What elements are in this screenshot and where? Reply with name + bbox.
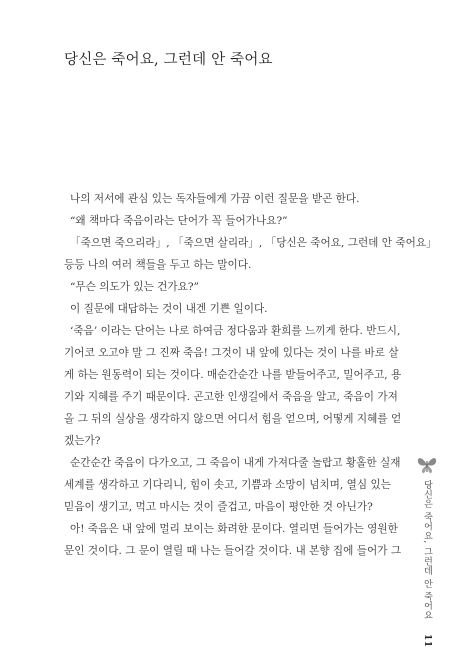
text-line: 이 질문에 대답하는 것이 내겐 기쁜 일이다. bbox=[70, 303, 268, 315]
page-number: 11 bbox=[422, 633, 432, 648]
text-line: 겠는가? bbox=[64, 435, 101, 447]
text-line: 등등 나의 여러 책들을 두고 하는 말이다. bbox=[64, 259, 252, 271]
butterfly-icon bbox=[416, 455, 438, 475]
text-line: 게 하는 원동력이 되는 것이다. 매순간순간 나를 받들어주고, 밀어주고, 용 bbox=[64, 369, 402, 381]
text-line: ‘죽음’ 이라는 단어는 나로 하여금 정다움과 환희를 느끼게 한다. 반드시, bbox=[70, 325, 401, 337]
text-line: 올 그 뒤의 실상을 생각하지 않으면 어디서 힘을 얻으며, 어떻게 지혜를 얻 bbox=[64, 413, 402, 425]
text-line: 기와 지혜를 주기 때문이다. 곤고한 인생길에서 죽음을 알고, 죽음이 가져 bbox=[64, 391, 398, 403]
text-line: 나의 저서에 관심 있는 독자들에게 가끔 이런 질문을 받곤 한다. bbox=[70, 193, 360, 205]
text-line: 아! 죽음은 내 앞에 멀리 보이는 화려한 문이다. 열리면 들어가는 영원한 bbox=[70, 523, 398, 535]
text-line: 기어코 오고야 말 그 진짜 죽음! 그것이 내 앞에 있다는 것이 나를 바로 살 bbox=[64, 347, 399, 359]
chapter-title: 당신은 죽어요, 그런데 안 죽어요 bbox=[64, 52, 273, 68]
text-line: 세계를 생각하고 기다리니, 힘이 솟고, 기쁨과 소망이 넘치며, 열심 있는 bbox=[64, 479, 391, 491]
running-header bbox=[418, 480, 434, 648]
text-line: 「죽으면 죽으리라」, 「죽으면 살리라」, 「당신은 죽어요, 그런데 안 죽어요」 bbox=[70, 237, 437, 249]
text-line: 문인 것이다. 그 문이 열릴 때 나는 들어갈 것이다. 내 본향 집에 들어가 그 bbox=[64, 545, 402, 557]
text-line: 순간순간 죽음이 다가오고, 그 죽음이 내게 가져다줄 놀랍고 황홀한 실재 bbox=[70, 457, 401, 469]
text-line: “무슨 의도가 있는 건가요?” bbox=[70, 281, 199, 293]
body-text bbox=[64, 188, 437, 562]
running-title: 당신은 죽어요, 그런데 안 죽어요 bbox=[422, 480, 432, 621]
text-line: “왜 책마다 죽음이라는 단어가 꼭 들어가나요?” bbox=[70, 215, 288, 227]
text-line: 믿음이 생기고, 먹고 마시는 것이 즐겁고, 마음이 평안한 것 아닌가? bbox=[64, 501, 373, 513]
